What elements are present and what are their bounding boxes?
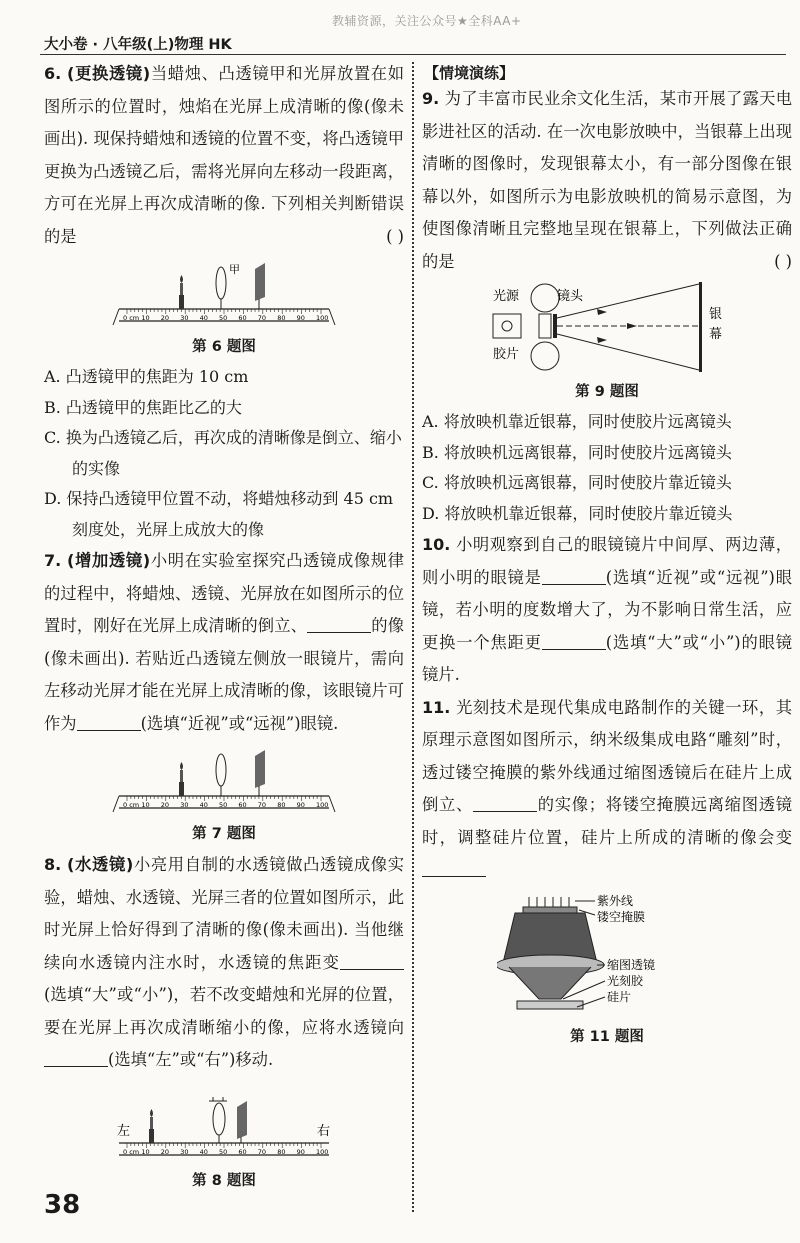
bench-tick-label: 70 xyxy=(257,1147,267,1156)
book-header: 大小卷 · 八年级(上)物理 HK xyxy=(44,37,232,53)
q11-label-mask: 镂空掩膜 xyxy=(597,909,646,924)
bench-tick-label: 50 xyxy=(219,801,228,809)
bench-tick-label: 80 xyxy=(277,801,286,809)
q11-label-uv: 紫外线 xyxy=(597,893,634,908)
q6-option-b: B. 凸透镜甲的焦距比乙的大 xyxy=(44,397,242,417)
q6-tag: (更换透镜) xyxy=(67,64,151,83)
bench-tick-label: 40 xyxy=(199,1147,208,1156)
q11-text-2: 的实像；将镂空掩膜远离缩图透镜时，调整硅片位置，硅片上所成的清晰的像会变 xyxy=(422,795,792,847)
bench-tick-label: 70 xyxy=(257,801,267,809)
lithography-diagram xyxy=(497,893,717,1023)
q8-left-label: 左 xyxy=(117,1123,131,1139)
q8-caption: 第 8 题图 xyxy=(192,1172,256,1189)
q6-option-a: A. 凸透镜甲的焦距为 10 cm xyxy=(44,367,249,386)
q8-number: 8. xyxy=(44,855,62,874)
q9-caption: 第 9 题图 xyxy=(575,384,639,400)
q10-number: 10. xyxy=(422,535,451,554)
bench-tick-label: 40 xyxy=(199,801,208,809)
page-number: 38 xyxy=(44,1190,81,1220)
q7-text-3: (选填“近视”或“远视”)眼镜. xyxy=(140,713,339,733)
q6-figure xyxy=(109,253,339,333)
q10-text-3: (选填“大”或“小”)的眼镜镜片. xyxy=(422,632,792,684)
q10-blank-1[interactable] xyxy=(542,567,606,584)
q8-tag: (水透镜) xyxy=(67,855,134,874)
q11-text-1: 光刻技术是现代集成电路制作的关键一环，其原理示意图如图所示，纳米级集成电路“雕刻”时，透过镂空掩膜的紫外线通过缩图透镜后在硅片上成倒立、 xyxy=(422,697,792,814)
q8-blank-2[interactable] xyxy=(44,1050,108,1067)
bench-tick-label: 30 xyxy=(180,801,189,809)
right-column xyxy=(422,58,792,1052)
projector-diagram xyxy=(487,278,727,378)
q9-option-b: B. 将放映机远离银幕，同时使胶片远离镜头 xyxy=(422,442,732,462)
column-divider xyxy=(412,62,414,1212)
bench-tick-label: 70 xyxy=(257,314,267,322)
q7-number: 7. xyxy=(44,551,62,570)
q10-text-1: 小明观察到自己的眼镜镜片中间厚、两边薄，则小明的眼镜是 xyxy=(422,535,792,587)
question-8 xyxy=(44,849,404,1190)
bench-tick-label: 100 xyxy=(316,314,329,322)
q9-option-d: D. 将放映机靠近银幕，同时使胶片靠近镜头 xyxy=(422,503,733,523)
q8-right-label: 右 xyxy=(317,1123,331,1139)
question-7 xyxy=(44,545,404,843)
bench-tick-label: 10 xyxy=(141,314,150,322)
q9-label-screen-1: 银 xyxy=(709,307,723,322)
bench-tick-label: 40 xyxy=(199,314,208,322)
optical-bench-6 xyxy=(109,253,339,333)
q8-text-1: 小亮用自制的水透镜做凸透镜成像实验，蜡烛、水透镜、光屏三者的位置如图所示，此时光屏上恰好得到了清晰的像(像未画出). 当他继续向水透镜内注水时，水透镜的焦距变 xyxy=(44,855,404,972)
q11-figure xyxy=(497,893,717,1023)
bench-tick-label: 50 xyxy=(219,1147,228,1156)
bench-tick-label: 0 cm xyxy=(123,801,140,809)
bench-tick-label: 90 xyxy=(296,1147,305,1156)
section-title: 【情境演练】 xyxy=(424,64,515,82)
bench-tick-label: 60 xyxy=(238,314,247,322)
question-6 xyxy=(44,58,404,545)
q7-tag: (增加透镜) xyxy=(67,551,151,570)
q9-number: 9. xyxy=(422,89,440,108)
q11-blank-1[interactable] xyxy=(473,795,537,812)
bench-tick-label: 0 cm xyxy=(123,1147,140,1156)
bench-tick-label: 30 xyxy=(180,314,189,322)
bench-tick-label: 10 xyxy=(141,801,150,809)
bench-tick-label: 90 xyxy=(296,314,305,322)
q9-answer-paren: ( ) xyxy=(774,251,792,271)
q8-text-3: (选填“左”或“右”)移动. xyxy=(108,1050,274,1069)
q11-caption: 第 11 题图 xyxy=(570,1028,644,1045)
watermark: 教辅资源，关注公众号★全科AA+ xyxy=(332,14,522,28)
bench-tick-label: 90 xyxy=(296,801,305,809)
bench-tick-label: 100 xyxy=(316,1147,329,1156)
bench-tick-label: 0 cm xyxy=(123,314,140,322)
q9-label-lens: 镜头 xyxy=(557,289,584,304)
q6-fig-label: 甲 xyxy=(229,263,240,276)
q9-figure xyxy=(487,278,727,378)
question-9 xyxy=(422,83,792,529)
q6-number: 6. xyxy=(44,64,62,83)
bench-tick-label: 80 xyxy=(277,1147,286,1156)
bench-tick-label: 50 xyxy=(219,314,228,322)
bench-tick-label: 60 xyxy=(238,801,247,809)
q7-caption: 第 7 题图 xyxy=(192,826,256,842)
q8-figure xyxy=(109,1089,339,1167)
q6-option-c: C. 换为凸透镜乙后，再次成的清晰像是倒立、缩小的实像 xyxy=(44,428,402,478)
q7-blank-1[interactable] xyxy=(307,616,371,633)
q7-figure xyxy=(109,740,339,820)
q7-text-2: 的像(像未画出). 若贴近凸透镜左侧放一眼镜片，需向左移动光屏才能在光屏上成清晰的像，该眼镜片可作为 xyxy=(44,616,404,733)
bench-tick-label: 30 xyxy=(180,1147,189,1156)
q9-text: 为了丰富市民业余文化生活，某市开展了露天电影进社区的活动. 在一次电影放映中，当银幕上出现清晰的图像时，发现银幕太小，有一部分图像在银幕以外，如图所示为电影放映机的简易示意图，为使图像清晰且完整地呈现在银幕上，下列做法正确的是 xyxy=(422,89,792,271)
q8-text-2: (选填“大”或“小”)，若不改变蜡烛和光屏的位置，要在光屏上再次成清晰缩小的像，应将水透镜向 xyxy=(44,985,404,1037)
q11-label-lens: 缩图透镜 xyxy=(607,957,656,972)
q9-option-a: A. 将放映机靠近银幕，同时使胶片远离镜头 xyxy=(422,412,732,431)
q10-blank-2[interactable] xyxy=(542,632,606,649)
left-column xyxy=(44,58,404,1196)
bench-tick-label: 80 xyxy=(277,314,286,322)
bench-tick-label: 20 xyxy=(160,801,170,809)
bench-tick-label: 20 xyxy=(160,314,170,322)
q11-label-photoresist: 光刻胶 xyxy=(607,973,644,988)
bench-tick-label: 60 xyxy=(238,1147,247,1156)
q8-blank-1[interactable] xyxy=(340,952,404,969)
q9-option-c: C. 将放映机远离银幕，同时使胶片靠近镜头 xyxy=(422,473,732,492)
q10-text-2: (选填“近视”或“远视”)眼镜，若小明的度数增大了，为不影响日常生活，应更换一个焦距更 xyxy=(422,567,792,652)
bench-tick-label: 20 xyxy=(160,1147,170,1156)
q7-blank-2[interactable] xyxy=(77,713,141,730)
q11-blank-2[interactable] xyxy=(422,860,486,877)
q6-caption: 第 6 题图 xyxy=(192,339,256,355)
optical-bench-8 xyxy=(109,1089,339,1167)
question-10 xyxy=(422,529,792,692)
bench-tick-label: 10 xyxy=(141,1147,150,1156)
header-rule xyxy=(40,54,786,55)
bench-tick-label: 100 xyxy=(316,801,329,809)
q6-option-d: D. 保持凸透镜甲位置不动，将蜡烛移动到 45 cm 刻度处，光屏上成放大的像 xyxy=(44,489,394,539)
optical-bench-7 xyxy=(109,740,339,820)
q6-text: 当蜡烛、凸透镜甲和光屏放置在如图所示的位置时，烛焰在光屏上成清晰的像(像未画出). 现保持蜡烛和透镜的位置不变，将凸透镜甲更换为凸透镜乙后，需将光屏向左移动一段距离，方可在光屏上再次成清晰的像. 下列相关判断错误的是 xyxy=(44,64,404,246)
q11-label-wafer: 硅片 xyxy=(607,989,632,1004)
question-11 xyxy=(422,692,792,1046)
q9-label-light: 光源 xyxy=(493,289,520,304)
q9-label-film: 胶片 xyxy=(493,347,520,362)
q7-text-1: 小明在实验室探究凸透镜成像规律的过程中，将蜡烛、透镜、光屏放在如图所示的位置时，刚好在光屏上成清晰的倒立、 xyxy=(44,551,404,635)
q6-answer-paren: ( ) xyxy=(386,226,404,246)
q11-number: 11. xyxy=(422,697,451,717)
q9-label-screen-2: 幕 xyxy=(709,327,723,342)
